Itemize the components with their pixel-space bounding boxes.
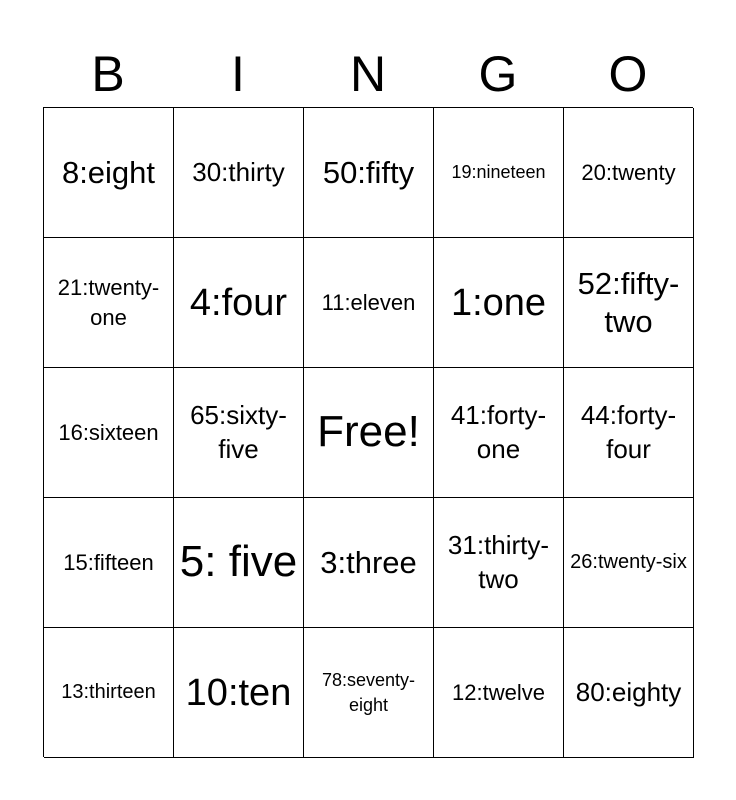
header-letter-i: I [231, 46, 245, 102]
cell-text: 15:fifteen [63, 549, 154, 575]
bingo-cell[interactable] [304, 238, 434, 368]
cell-text: 41:forty-one [450, 399, 547, 464]
header-letter-n: N [349, 46, 387, 102]
bingo-cell[interactable] [44, 368, 174, 498]
bingo-cell[interactable] [174, 108, 304, 238]
cell-text: 78:seventy-eight [321, 670, 416, 715]
bingo-cell[interactable] [174, 368, 304, 498]
bingo-cell[interactable] [434, 108, 564, 238]
free-space-text: Free! [317, 407, 420, 457]
cell-text: 26:twenty-six [570, 551, 687, 573]
cell-text: 80:eighty [575, 676, 682, 707]
cell-text: 30:thirty [192, 156, 285, 187]
bingo-cell[interactable] [434, 498, 564, 628]
cell-text: 1:one [450, 281, 547, 324]
cell-text: 50:fifty [322, 154, 415, 190]
cell-text: 16:sixteen [58, 419, 159, 445]
bingo-cell[interactable] [174, 628, 304, 758]
bingo-cell[interactable] [434, 238, 564, 368]
cell-text: 31:thirty-two [447, 529, 550, 594]
bingo-cell[interactable] [174, 498, 304, 628]
cell-text: 5: five [179, 537, 298, 587]
bingo-cell[interactable] [304, 498, 434, 628]
header-letter-b: B [91, 46, 125, 102]
cell-text: 4:four [189, 281, 288, 324]
bingo-board [43, 107, 693, 757]
bingo-cell[interactable] [44, 498, 174, 628]
bingo-cell[interactable] [564, 628, 694, 758]
header-letter-g: G [478, 46, 518, 102]
cell-text: 65:sixty-five [190, 399, 287, 464]
cell-text: 8:eight [61, 154, 156, 190]
cell-text: 44:forty-four [580, 399, 677, 464]
cell-text: 52:fifty-two [577, 266, 680, 339]
cell-text: 19:nineteen [451, 162, 546, 183]
bingo-cell[interactable] [564, 368, 694, 498]
cell-text: 10:ten [185, 671, 292, 714]
bingo-cell[interactable] [304, 108, 434, 238]
cell-text: 11:eleven [321, 289, 416, 315]
bingo-cell[interactable] [434, 628, 564, 758]
header-letter-o: O [608, 46, 648, 102]
free-space[interactable] [304, 368, 434, 498]
bingo-cell[interactable] [304, 628, 434, 758]
cell-text: 13:thirteen [61, 681, 156, 703]
cell-text: 21:twenty-one [57, 274, 160, 330]
bingo-cell[interactable] [564, 238, 694, 368]
bingo-header [43, 40, 693, 108]
cell-text: 20:twenty [581, 159, 676, 185]
bingo-cell[interactable] [564, 498, 694, 628]
bingo-cell[interactable] [174, 238, 304, 368]
bingo-cell[interactable] [434, 368, 564, 498]
bingo-cell[interactable] [44, 108, 174, 238]
cell-text: 12:twelve [452, 679, 545, 705]
bingo-cell[interactable] [44, 628, 174, 758]
bingo-cell[interactable] [564, 108, 694, 238]
cell-text: 3:three [320, 544, 417, 580]
bingo-cell[interactable] [44, 238, 174, 368]
